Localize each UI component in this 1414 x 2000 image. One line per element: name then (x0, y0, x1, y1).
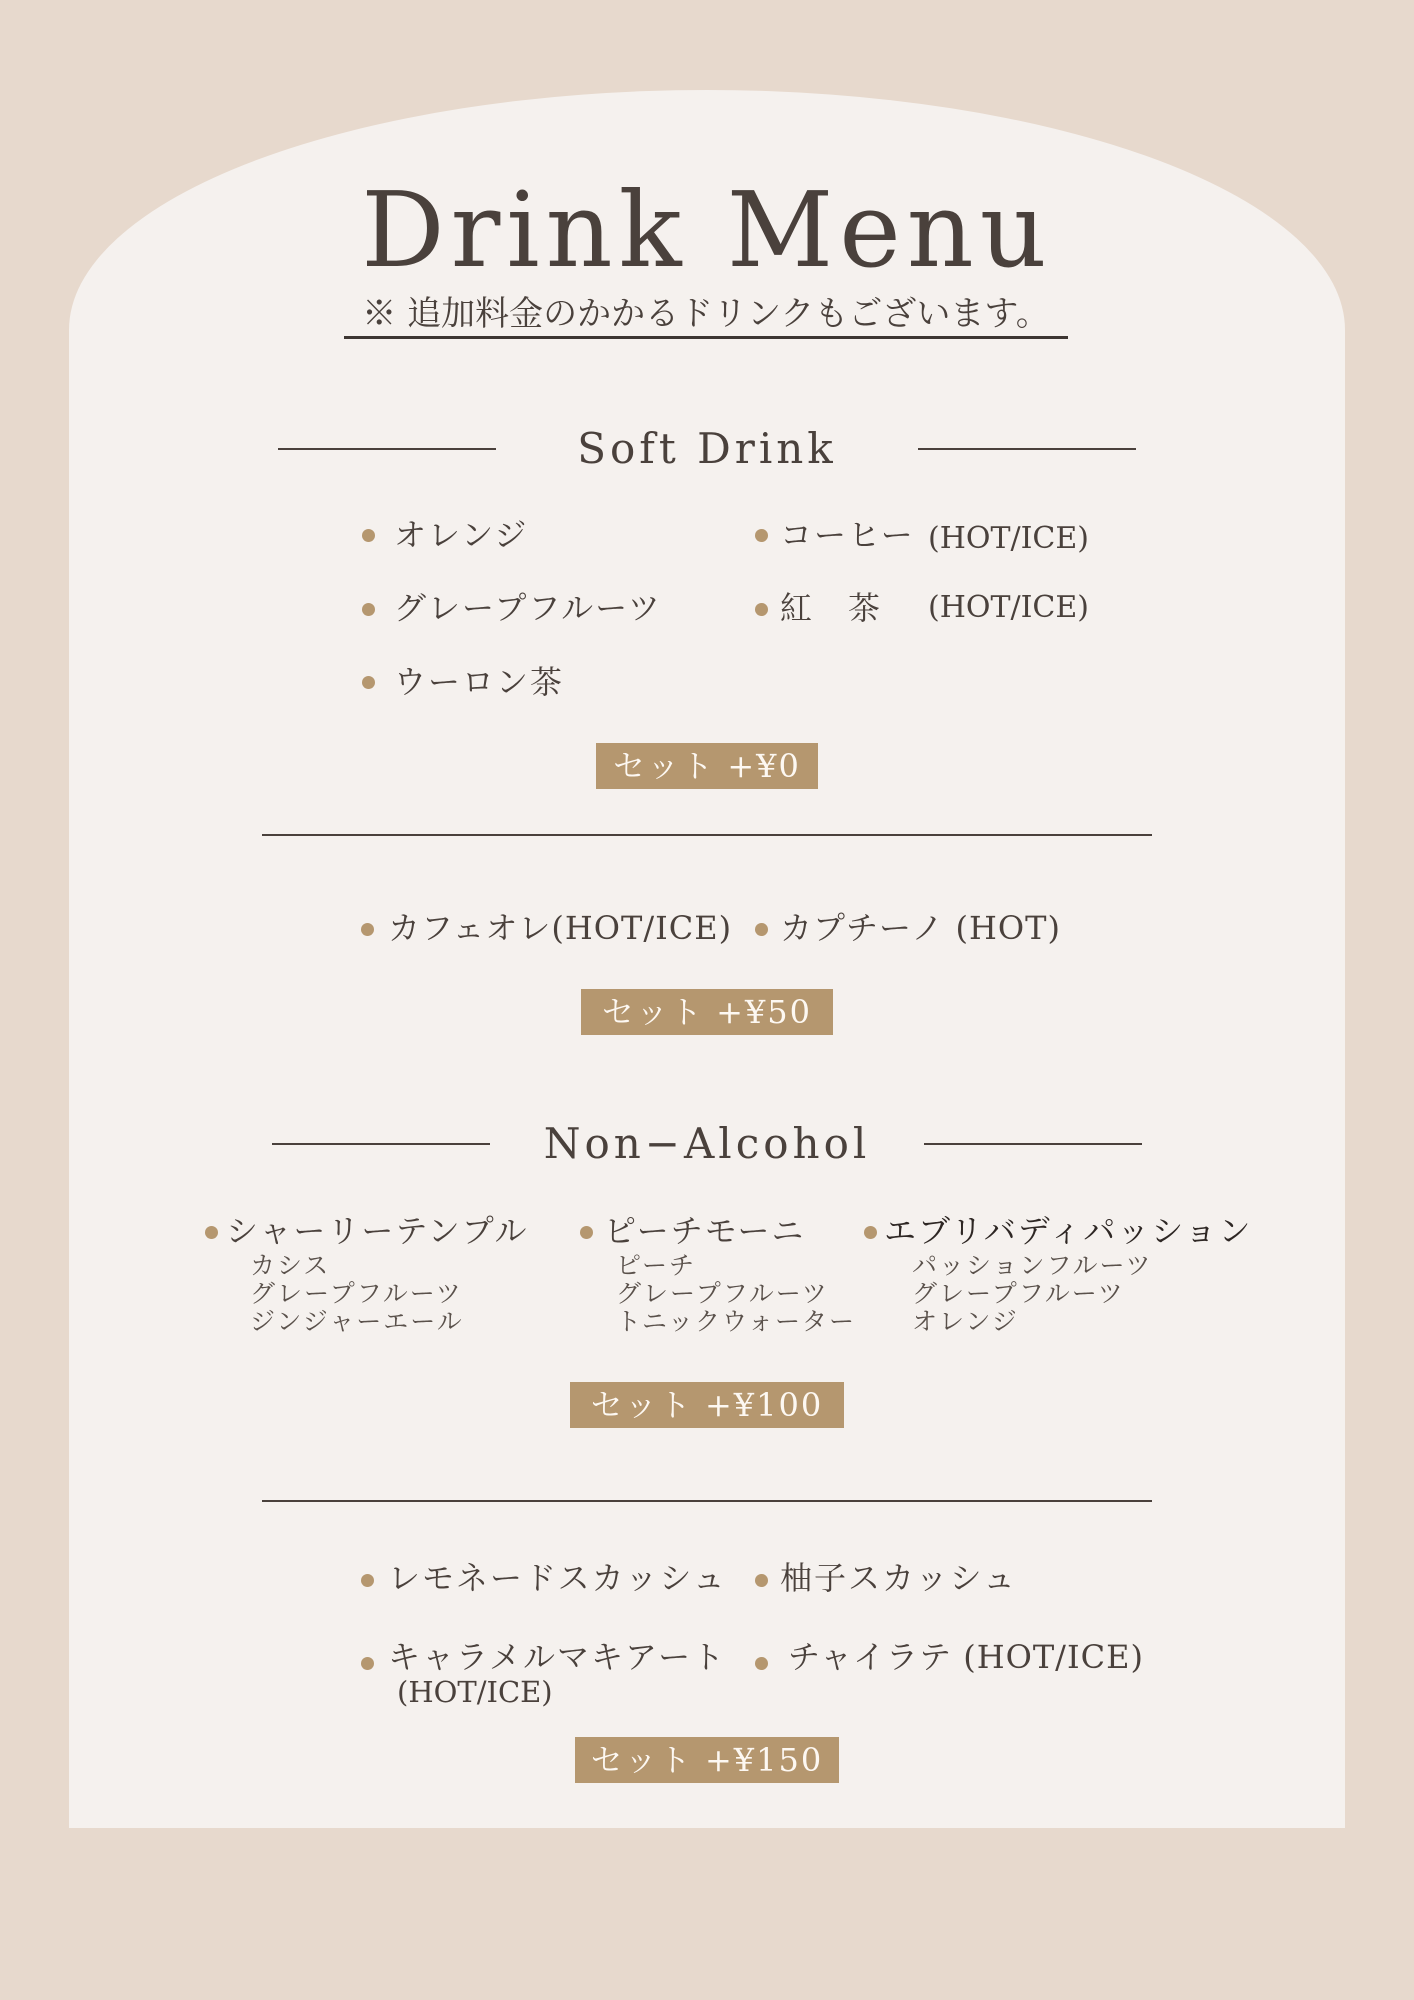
bullet-dot (362, 676, 375, 689)
coffee-hot-ice: (HOT/ICE) (928, 521, 1089, 556)
section-title-non-alcohol: Non−Alcohol (543, 1119, 871, 1168)
bullet-dot (755, 603, 768, 616)
menu-item-everybody-passion: エブリバディパッション (884, 1212, 1253, 1250)
section-divider (262, 1500, 1152, 1502)
menu-item-cappuccino: カプチーノ (HOT) (780, 909, 1061, 947)
divider-right (918, 448, 1136, 450)
bullet-dot (362, 603, 375, 616)
price-badge-soft-drink: セット +¥0 (596, 743, 818, 789)
ingredient: トニックウォーター (616, 1307, 857, 1336)
price-badge-cafe: セット +¥50 (581, 989, 833, 1035)
divider-left (272, 1143, 490, 1145)
menu-item-peach-moni: ピーチモーニ (604, 1212, 806, 1250)
page-title: Drink Menu (361, 169, 1053, 291)
bullet-dot (755, 1574, 768, 1587)
ingredient: グレープフルーツ (912, 1279, 1125, 1308)
bullet-dot (361, 923, 374, 936)
price-badge-premium: セット +¥150 (575, 1737, 839, 1783)
menu-item-coffee: コーヒー (780, 516, 915, 554)
section-divider (262, 834, 1152, 836)
menu-item-oolong-tea: ウーロン茶 (394, 663, 565, 701)
menu-item-black-tea: 紅 茶 (780, 589, 883, 627)
ingredient: グレープフルーツ (616, 1279, 829, 1308)
bullet-dot (580, 1226, 593, 1239)
menu-item-shirley-temple: シャーリーテンプル (226, 1212, 529, 1250)
bullet-dot (361, 1657, 374, 1670)
ingredient: パッションフルーツ (912, 1251, 1153, 1280)
menu-item-lemonade-squash: レモネードスカッシュ (388, 1559, 727, 1597)
tea-hot-ice: (HOT/ICE) (928, 590, 1089, 625)
price-badge-non-alcohol: セット +¥100 (570, 1382, 844, 1428)
menu-item-yuzu-squash: 柚子スカッシュ (780, 1559, 1018, 1597)
ingredient: グレープフルーツ (250, 1279, 463, 1308)
menu-item-grapefruit: グレープフルーツ (394, 589, 662, 627)
ingredient: ピーチ (616, 1251, 697, 1280)
bullet-dot (361, 1574, 374, 1587)
bullet-dot (755, 529, 768, 542)
bullet-dot (205, 1226, 218, 1239)
bullet-dot (362, 529, 375, 542)
bullet-dot (864, 1226, 877, 1239)
menu-item-caramel-macchiato: キャラメルマキアート (388, 1638, 727, 1676)
divider-right (924, 1143, 1142, 1145)
caramel-hot-ice: (HOT/ICE) (397, 1675, 553, 1709)
ingredient: カシス (250, 1251, 331, 1280)
ingredient: オレンジ (912, 1307, 1019, 1336)
ingredient: ジンジャーエール (250, 1307, 464, 1336)
section-title-soft-drink: Soft Drink (577, 424, 837, 473)
menu-item-chai-latte: チャイラテ (HOT/ICE) (788, 1638, 1144, 1676)
surcharge-note: ※ 追加料金のかかるドリンクもございます。 (344, 292, 1068, 339)
bullet-dot (755, 923, 768, 936)
menu-item-cafe-au-lait: カフェオレ(HOT/ICE) (388, 909, 733, 947)
divider-left (278, 448, 496, 450)
menu-item-orange: オレンジ (394, 516, 529, 554)
bullet-dot (755, 1657, 768, 1670)
